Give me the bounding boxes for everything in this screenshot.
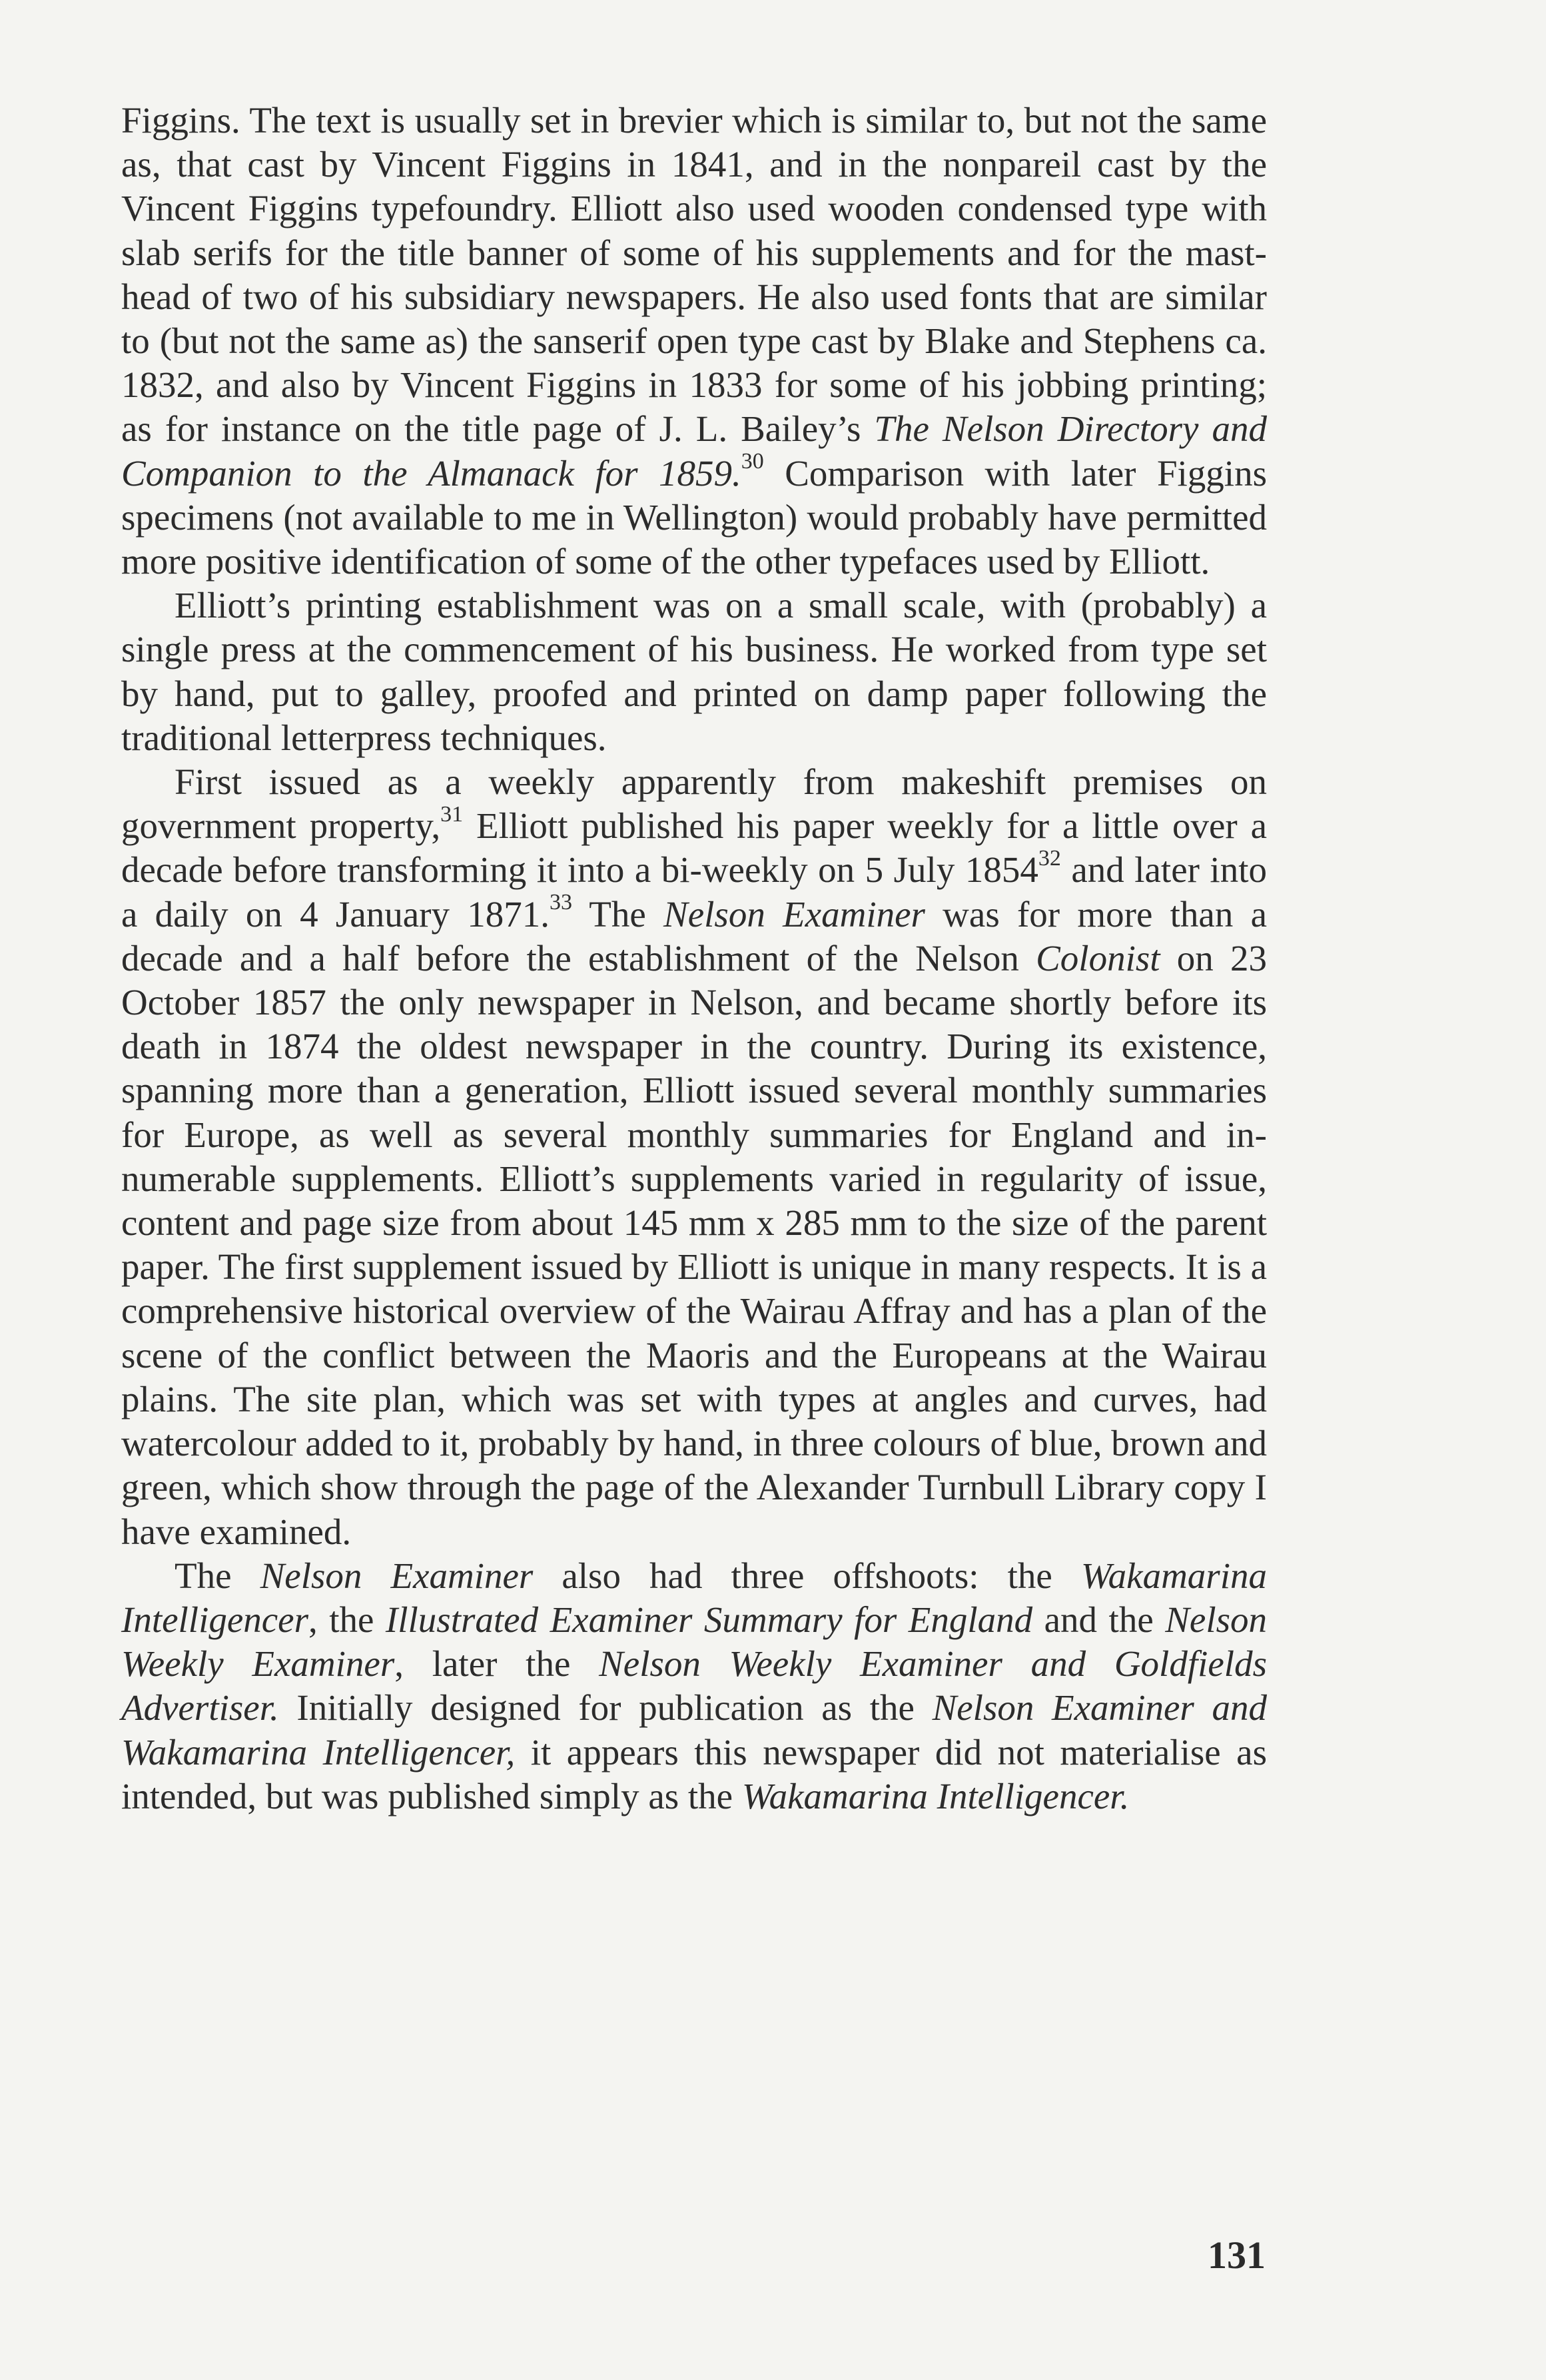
italic-title: Nelson Weekly Examiner and Goldfields Advertiser. xyxy=(121,1643,1267,1729)
page-number: 131 xyxy=(1208,2233,1266,2277)
paragraph xyxy=(121,760,1267,1554)
italic-title: Wakamarina Intelligencer xyxy=(121,1555,1267,1640)
text-run: Initially designed for publication as the xyxy=(278,1687,933,1729)
text-run: First issued as a weekly apparently from makeshift premises on government property, xyxy=(121,761,1267,847)
text-run: Elliott’s printing establishment was on a small scale, with (probably) a single press at the commencement of his business. He worked from type set by hand, put to galley, proofed and printed on damp paper following the traditional letterpress techniques. xyxy=(121,585,1267,758)
footnote-reference: 31 xyxy=(440,801,464,827)
text-run: , the xyxy=(308,1599,386,1640)
italic-title: Nelson Weekly Examiner xyxy=(121,1599,1267,1685)
text-run: The xyxy=(572,893,664,935)
text-run: Elliott published his paper weekly for a little over a decade before transforming it into a bi-weekly on 5 July 1854 xyxy=(121,805,1267,891)
italic-title: Colonist xyxy=(1036,937,1160,979)
text-run: The xyxy=(175,1555,260,1596)
paragraph xyxy=(121,584,1267,760)
text-run: Comparison with later Figgins specimens (not available to me in Wellington) would probably have permitted more positive identification of some of the other typefaces used by Elliott. xyxy=(121,452,1267,582)
italic-title: Nelson Examiner xyxy=(260,1555,534,1596)
body-text xyxy=(121,99,1267,1818)
italic-title: Illustrated Examiner Summary for England xyxy=(385,1599,1033,1640)
text-run: it appears this newspaper did not materialise as intended, but was published simply as the xyxy=(121,1731,1267,1816)
text-run: Figgins. The text is usually set in brevier which is similar to, but not the same as, that cast by Vincent Figgins in 1841, and in the nonpareil cast by the Vincent Figgins typefoundry. Elliott also used wooden condensed type with slab serifs for the title banner of some of his supplements and for the mast-head of two of his subsidiary newspapers. He also used fonts that are similar to (but not the same as) the sanserif open type cast by Blake and Stephens ca. 1832, and also by Vincent Figgins in 1833 for some of his jobbing printing; as for instance on the title page of J. L. Bailey’s xyxy=(121,100,1267,450)
text-run: was for more than a decade and a half before the establishment of the Nelson xyxy=(121,893,1268,979)
footnote-reference: 30 xyxy=(741,449,764,474)
text-run: , later the xyxy=(394,1643,599,1685)
italic-title: Nelson Examiner and Wakamarina Intelligencer, xyxy=(121,1687,1267,1773)
footnote-reference: 33 xyxy=(550,890,572,915)
paragraph xyxy=(121,99,1267,584)
text-run: on 23 October 1857 the only newspaper in Nelson, and became shortly before its death in 1874 the oldest newspaper in the country. During its existence, spanning more than a generation, Elliott issued several monthly summaries for Europe, as well as several monthly summaries for England and innumerable supplements. Elliott’s supplements varied in regularity of issue, content and page size from about 145 mm x 285 mm to the size of the parent paper. The first supplement issued by Elliott is unique in many respects. It is a comprehensive historical overview of the Wairau Affray and has a plan of the scene of the conflict between the Maoris and the Europeans at the Wairau plains. The site plan, which was set with types at angles and curves, had watercolour added to it, probably by hand, in three colours of blue, brown and green, which show through the page of the Alexander Turnbull Library copy I have examined. xyxy=(121,937,1267,1552)
footnote-reference: 32 xyxy=(1038,846,1061,871)
italic-title: The Nelson Directory and Companion to the Almanack for 1859. xyxy=(121,408,1267,494)
text-run: also had three offshoots: the xyxy=(533,1555,1081,1596)
text-run: and later into a daily on 4 January 1871. xyxy=(121,849,1267,935)
text-run: and the xyxy=(1032,1599,1166,1640)
italic-title: Nelson Examiner xyxy=(663,893,925,935)
paragraph xyxy=(121,1554,1267,1818)
italic-title: Wakamarina Intelligencer. xyxy=(741,1775,1130,1816)
